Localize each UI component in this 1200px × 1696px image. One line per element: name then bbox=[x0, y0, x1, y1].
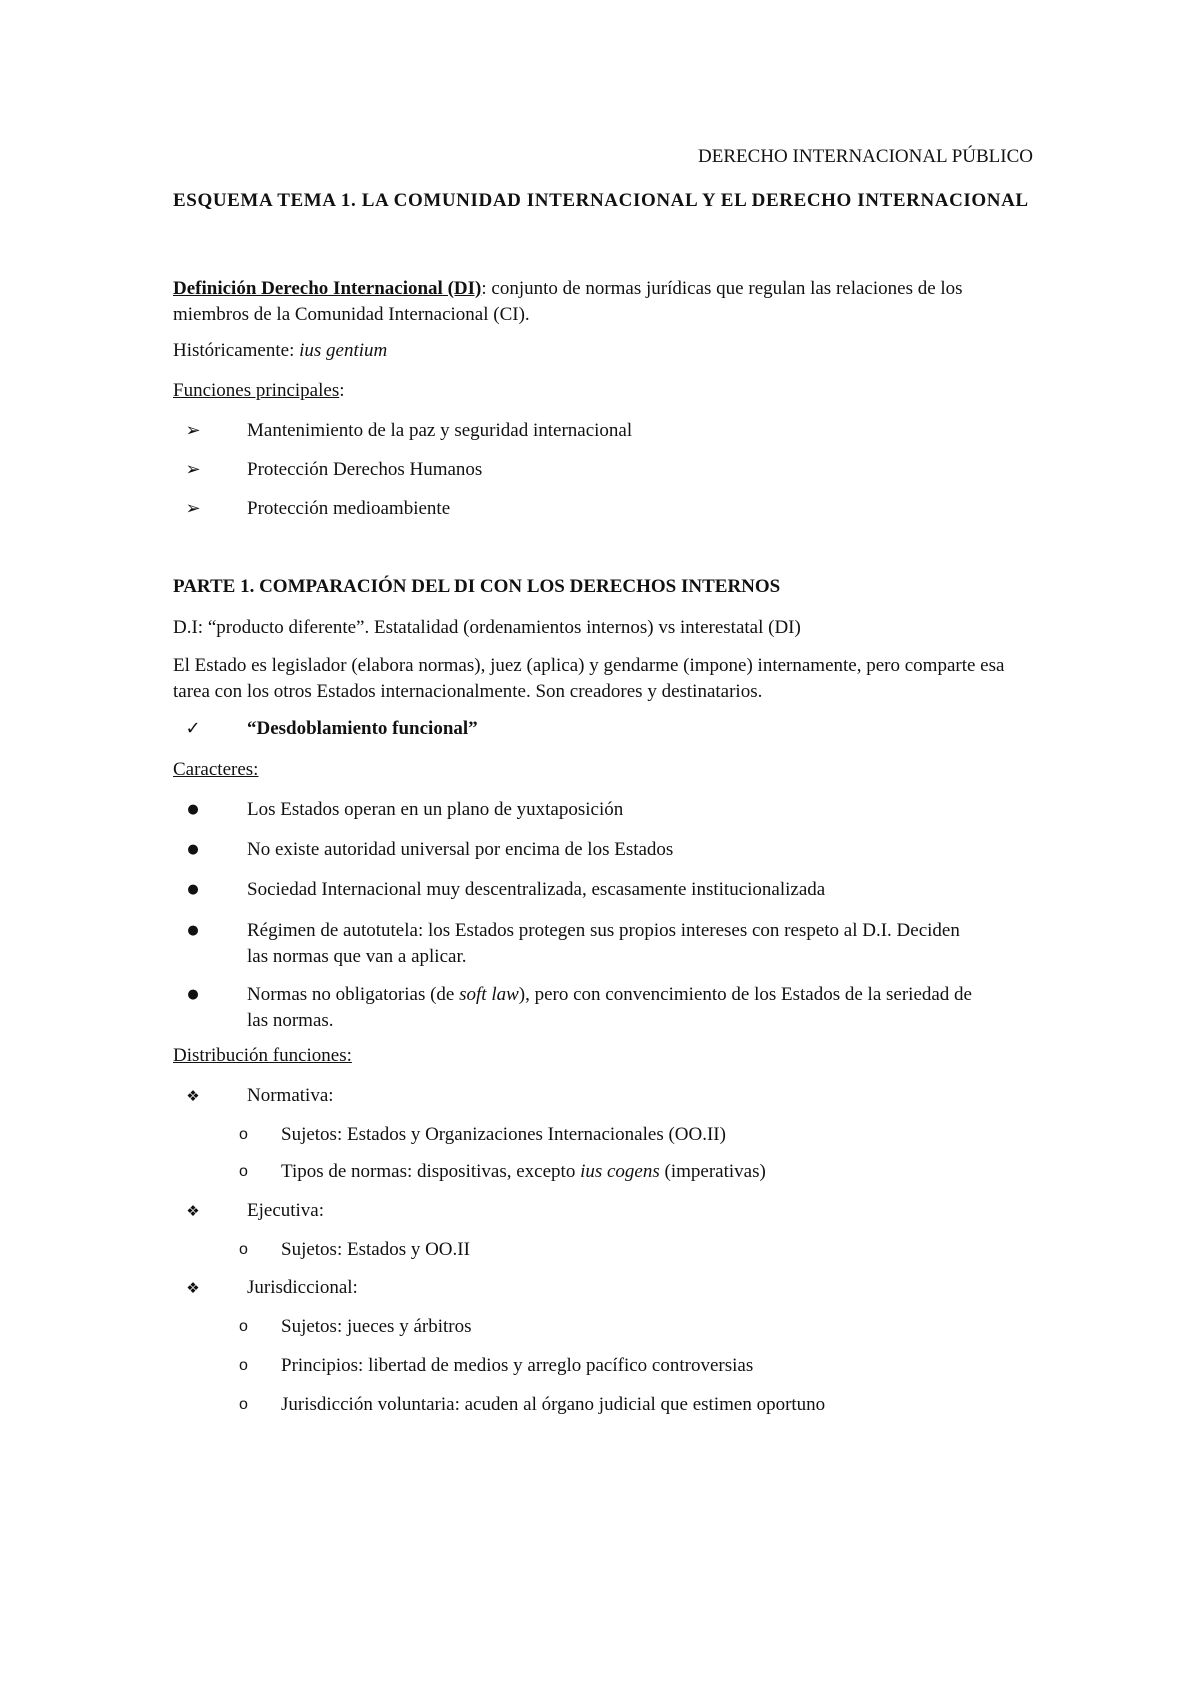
caracteres-label: Caracteres: bbox=[173, 759, 259, 780]
caracteres-label-line bbox=[173, 757, 1033, 783]
funciones-colon: : bbox=[339, 380, 345, 401]
caracteres-item-text: Sociedad Internacional muy descentralizada, escasamente institucionalizada bbox=[247, 879, 826, 900]
page-header: DERECHO INTERNACIONAL PÚBLICO bbox=[698, 146, 1033, 167]
funciones-label: Funciones principales bbox=[173, 380, 340, 401]
sub-item-text: Sujetos: jueces y árbitros bbox=[281, 1316, 472, 1337]
sub-item-text: Sujetos: Estados y Organizaciones Internacionales (OO.II) bbox=[281, 1124, 726, 1145]
funciones-item-text: Mantenimiento de la paz y seguridad internacional bbox=[247, 420, 633, 441]
sub-item-em: ius cogens bbox=[580, 1161, 660, 1182]
dot-bullet-icon: ● bbox=[187, 802, 199, 817]
historic-paragraph bbox=[173, 338, 1033, 364]
sub-item-pre: Tipos de normas: dispositivas, excepto bbox=[281, 1161, 581, 1182]
caracteres-item5-post: ), pero con convencimiento de los Estados de la seriedad de las normas. bbox=[247, 984, 972, 1031]
funciones-label-line bbox=[173, 378, 1033, 404]
sub-item-text: Sujetos: Estados y OO.II bbox=[281, 1239, 470, 1260]
circle-bullet-icon: o bbox=[239, 1126, 248, 1143]
historic-term: ius gentium bbox=[299, 340, 388, 361]
dot-bullet-icon: ● bbox=[187, 842, 199, 857]
arrow-bullet-icon: ➢ bbox=[185, 420, 201, 441]
dot-bullet-icon: ● bbox=[187, 882, 199, 897]
funciones-item-text: Protección medioambiente bbox=[247, 498, 451, 519]
diamond-bullet-icon: ❖ bbox=[186, 1202, 200, 1220]
parte1-paragraph-1: D.I: “producto diferente”. Estatalidad (ordenamientos internos) vs interestatal (DI) bbox=[173, 617, 801, 638]
sub-item-text: Jurisdicción voluntaria: acuden al órgano judicial que estimen oportuno bbox=[281, 1394, 826, 1415]
parte1-paragraph-2: El Estado es legislador (elabora normas), juez (aplica) y gendarme (impone) internamente, pero comparte esa tarea con los otros Estados internacionalmente. Son creadores y destinatarios. bbox=[173, 655, 1005, 702]
document-title: ESQUEMA TEMA 1. LA COMUNIDAD INTERNACIONAL Y EL DERECHO INTERNACIONAL bbox=[173, 190, 1029, 211]
historic-label: Históricamente: bbox=[173, 340, 300, 361]
dot-bullet-icon: ● bbox=[187, 923, 199, 938]
caracteres-item-text bbox=[247, 982, 977, 1034]
circle-bullet-icon: o bbox=[239, 1357, 248, 1374]
definition-label: Definición Derecho Internacional (DI) bbox=[173, 278, 482, 299]
sub-item-post: (imperativas) bbox=[659, 1161, 766, 1182]
caracteres-item-text: Los Estados operan en un plano de yuxtaposición bbox=[247, 799, 624, 820]
caracteres-item5-pre: Normas no obligatorias (de bbox=[247, 984, 460, 1005]
arrow-bullet-icon: ➢ bbox=[185, 498, 201, 519]
distribucion-item-text: Jurisdiccional: bbox=[247, 1277, 358, 1298]
circle-bullet-icon: o bbox=[239, 1318, 248, 1335]
distribucion-item-text: Ejecutiva: bbox=[247, 1200, 325, 1221]
diamond-bullet-icon: ❖ bbox=[186, 1279, 200, 1297]
sub-item-text: Principios: libertad de medios y arreglo pacífico controversias bbox=[281, 1355, 754, 1376]
parte1-heading: PARTE 1. COMPARACIÓN DEL DI CON LOS DERECHOS INTERNOS bbox=[173, 576, 781, 597]
dot-bullet-icon: ● bbox=[187, 987, 199, 1002]
check-item-text: “Desdoblamiento funcional” bbox=[247, 718, 478, 739]
circle-bullet-icon: o bbox=[239, 1241, 248, 1258]
distribucion-label: Distribución funciones: bbox=[173, 1045, 352, 1066]
arrow-bullet-icon: ➢ bbox=[185, 459, 201, 480]
funciones-item-text: Protección Derechos Humanos bbox=[247, 459, 483, 480]
distribucion-label-line bbox=[173, 1043, 1033, 1069]
circle-bullet-icon: o bbox=[239, 1396, 248, 1413]
sub-item-text bbox=[281, 1159, 1033, 1185]
definition-paragraph bbox=[173, 276, 1033, 328]
diamond-bullet-icon: ❖ bbox=[186, 1087, 200, 1105]
caracteres-item-text: Régimen de autotutela: los Estados protegen sus propios intereses con respeto al D.I. Deciden las normas que van a aplicar. bbox=[247, 920, 960, 967]
caracteres-item-text: No existe autoridad universal por encima de los Estados bbox=[247, 839, 674, 860]
distribucion-item-text: Normativa: bbox=[247, 1085, 334, 1106]
checkmark-icon: ✓ bbox=[185, 718, 201, 739]
definition-text: : conjunto de normas jurídicas que regulan las relaciones de los miembros de la Comunidad Internacional (CI). bbox=[173, 278, 963, 325]
caracteres-item5-em: soft law bbox=[459, 984, 519, 1005]
circle-bullet-icon: o bbox=[239, 1163, 248, 1180]
